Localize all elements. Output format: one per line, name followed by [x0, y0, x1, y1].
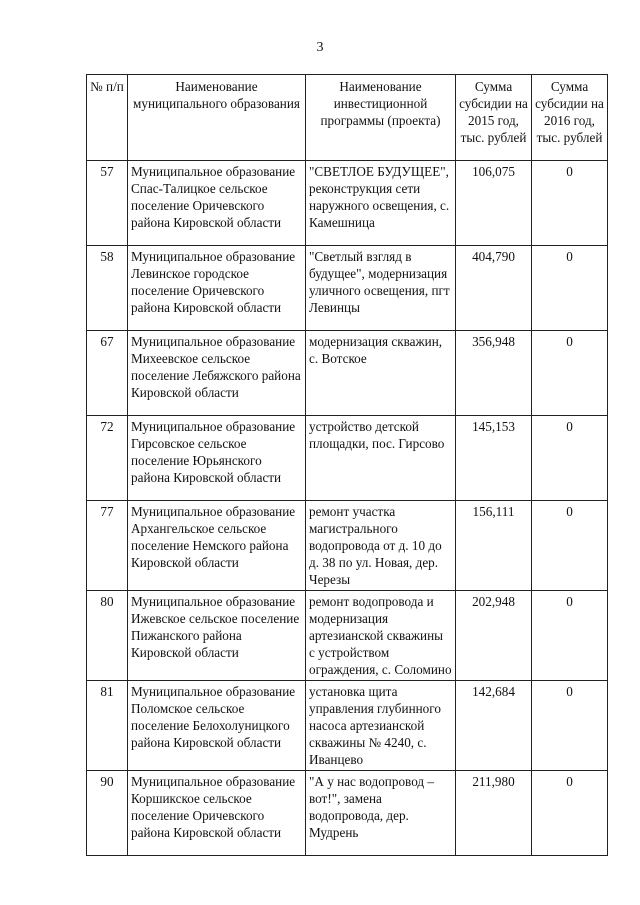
row-program: модернизация скважин, с. Вотское: [306, 331, 456, 416]
row-num: 67: [87, 331, 128, 416]
row-sum-2016: 0: [532, 501, 608, 591]
table-row: [87, 246, 608, 331]
header-program: Наименование инвестиционной программы (проекта): [306, 75, 456, 161]
row-num: 72: [87, 416, 128, 501]
row-sum-2015: 202,948: [456, 591, 532, 681]
row-sum-2015: 356,948: [456, 331, 532, 416]
subsidy-table: [86, 74, 608, 856]
row-num: 81: [87, 681, 128, 771]
row-num: 80: [87, 591, 128, 681]
table-row: [87, 331, 608, 416]
row-municipality: Муниципальное образование Гирсовское сельское поселение Юрьянского района Кировской области: [128, 416, 306, 501]
table-row: [87, 591, 608, 681]
row-sum-2015: 106,075: [456, 161, 532, 246]
row-program: установка щита управления глубинного насоса артезианской скважины № 4240, с. Иванцево: [306, 681, 456, 771]
table-row: [87, 771, 608, 856]
row-municipality: Муниципальное образование Коршикское сельское поселение Оричевского района Кировской области: [128, 771, 306, 856]
row-sum-2015: 142,684: [456, 681, 532, 771]
row-sum-2016: 0: [532, 681, 608, 771]
page-number: 3: [316, 40, 324, 55]
row-program: ремонт участка магистрального водопровода от д. 10 до д. 38 по ул. Новая, дер. Черезы: [306, 501, 456, 591]
header-sum-2016: Сумма субсидии на 2016 год, тыс. рублей: [532, 75, 608, 161]
row-sum-2015: 404,790: [456, 246, 532, 331]
row-sum-2016: 0: [532, 331, 608, 416]
row-municipality: Муниципальное образование Поломское сельское поселение Белохолуницкого района Кировской области: [128, 681, 306, 771]
row-municipality: Муниципальное образование Левинское городское поселение Оричевского района Кировской области: [128, 246, 306, 331]
row-num: 77: [87, 501, 128, 591]
table-row: [87, 501, 608, 591]
row-program: ремонт водопровода и модернизация артезианской скважины с устройством ограждения, с. Соломино: [306, 591, 456, 681]
row-sum-2015: 156,111: [456, 501, 532, 591]
row-num: 90: [87, 771, 128, 856]
row-municipality: Муниципальное образование Архангельское сельское поселение Немского района Кировской области: [128, 501, 306, 591]
header-num: № п/п: [87, 75, 128, 161]
table-row: [87, 681, 608, 771]
row-program: "Светлый взгляд в будущее", модернизация уличного освещения, пгт Левинцы: [306, 246, 456, 331]
row-num: 58: [87, 246, 128, 331]
row-sum-2016: 0: [532, 591, 608, 681]
table-row: [87, 161, 608, 246]
row-program: "СВЕТЛОЕ БУДУЩЕЕ", реконструкция сети наружного освещения, с. Камешница: [306, 161, 456, 246]
row-sum-2015: 145,153: [456, 416, 532, 501]
row-program: устройство детской площадки, пос. Гирсово: [306, 416, 456, 501]
table-header-row: [87, 75, 608, 161]
row-sum-2016: 0: [532, 161, 608, 246]
header-sum-2015: Сумма субсидии на 2015 год, тыс. рублей: [456, 75, 532, 161]
row-municipality: Муниципальное образование Ижевское сельское поселение Пижанского района Кировской области: [128, 591, 306, 681]
row-sum-2015: 211,980: [456, 771, 532, 856]
row-sum-2016: 0: [532, 416, 608, 501]
row-num: 57: [87, 161, 128, 246]
row-municipality: Муниципальное образование Спас-Талицкое сельское поселение Оричевского района Кировской области: [128, 161, 306, 246]
table-row: [87, 416, 608, 501]
header-municipality: Наименование муниципального образования: [128, 75, 306, 161]
row-municipality: Муниципальное образование Михеевское сельское поселение Лебяжского района Кировской области: [128, 331, 306, 416]
row-program: "А у нас водопровод – вот!", замена водопровода, дер. Мудрень: [306, 771, 456, 856]
row-sum-2016: 0: [532, 246, 608, 331]
row-sum-2016: 0: [532, 771, 608, 856]
